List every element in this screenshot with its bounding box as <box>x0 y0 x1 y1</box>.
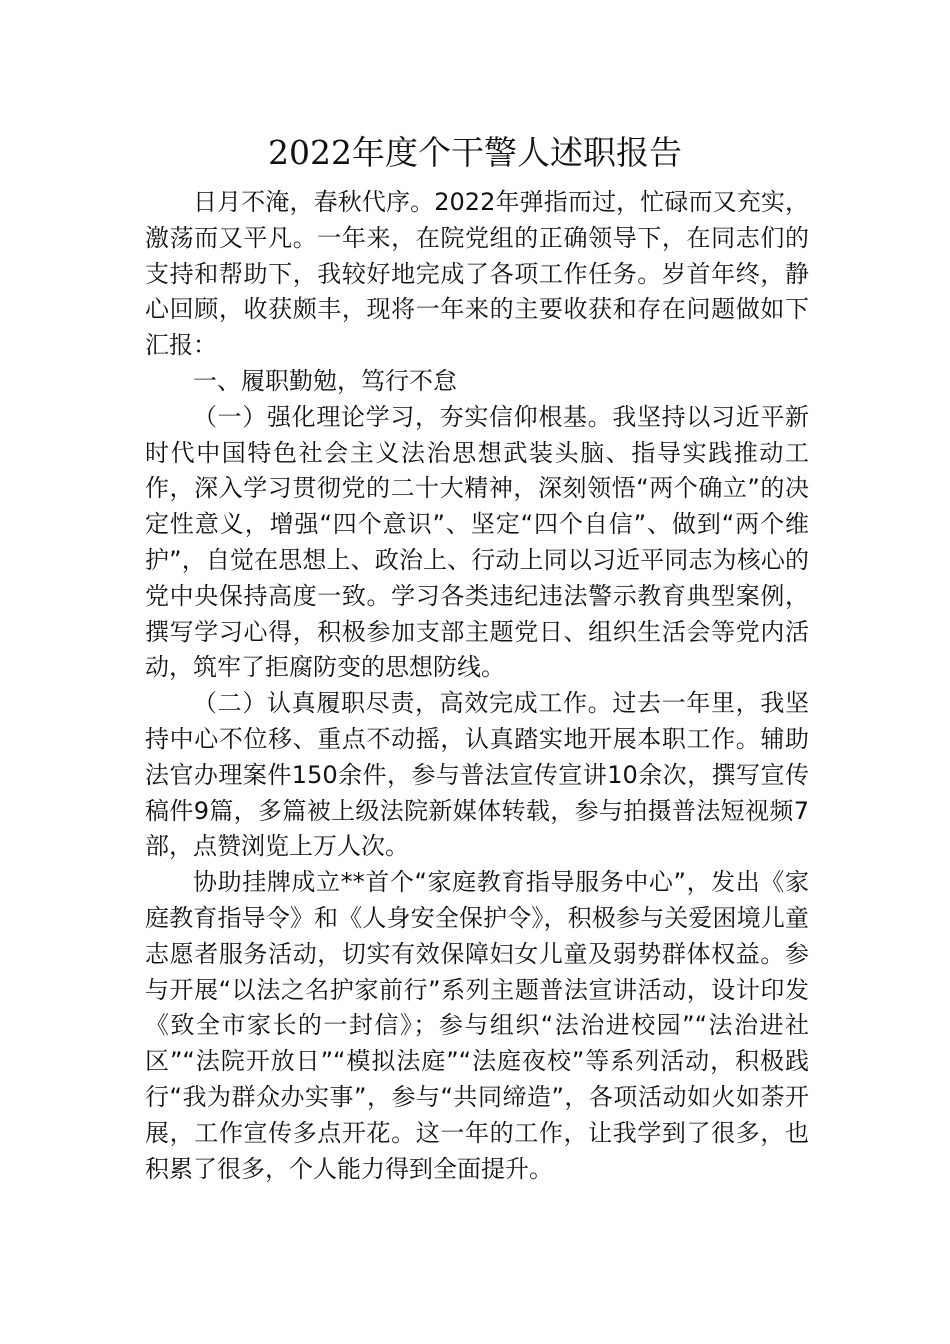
paragraph-theory-study: （一）强化理论学习，夯实信仰根基。我坚持以习近平新时代中国特色社会主义法治思想武装头脑、指导实践推动工作，深入学习贯彻党的二十大精神，深刻领悟“两个确立”的决定性意义，增强“四个意识”、坚定“四个自信”、做到“两个维护”，自觉在思想上、政治上、行动上同以习近平同志为核心的党中央保持高度一致。学习各类违纪违法警示教育典型案例，撰写学习心得，积极参加支部主题党日、组织生活会等党内活动，筑牢了拒腐防变的思想防线。 <box>145 402 809 682</box>
paragraph-duty-performance: （二）认真履职尽责，高效完成工作。过去一年里，我坚持中心不位移、重点不动摇，认真踏实地开展本职工作。辅助法官办理案件150余件，参与普法宣传宣讲10余次，撰写宣传稿件9篇，多篇被上级法院新媒体转载，参与拍摄普法短视频7部，点赞浏览上万人次。 <box>145 689 809 861</box>
intro-paragraph: 日月不淹，春秋代序。2022年弹指而过，忙碌而又充实，激荡而又平凡。一年来，在院党组的正确领导下，在同志们的支持和帮助下，我较好地完成了各项工作任务。岁首年终，静心回顾，收获颇丰，现将一年来的主要收获和存在问题做如下汇报： <box>145 188 809 360</box>
document-title: 2022年度个干警人述职报告 <box>268 133 682 172</box>
section-heading: 一、履职勤勉，笃行不怠 <box>193 366 457 395</box>
document-body <box>145 185 809 1187</box>
paragraph-family-education: 协助挂牌成立**首个“家庭教育指导服务中心”，发出《家庭教育指导令》和《人身安全保护令》，积极参与关爱困境儿童志愿者服务活动，切实有效保障妇女儿童及弱势群体权益。参与开展“以法之名护家前行”系列主题普法宣讲活动，设计印发《致全市家长的一封信》；参与组织“法治进校园”“法治进社区”“法院开放日”“模拟法庭”“法庭夜校”等系列活动，积极践行“我为群众办实事”，参与“共同缔造”，各项活动如火如荼开展，工作宣传多点开花。这一年的工作，让我学到了很多，也积累了很多，个人能力得到全面提升。 <box>145 868 809 1183</box>
